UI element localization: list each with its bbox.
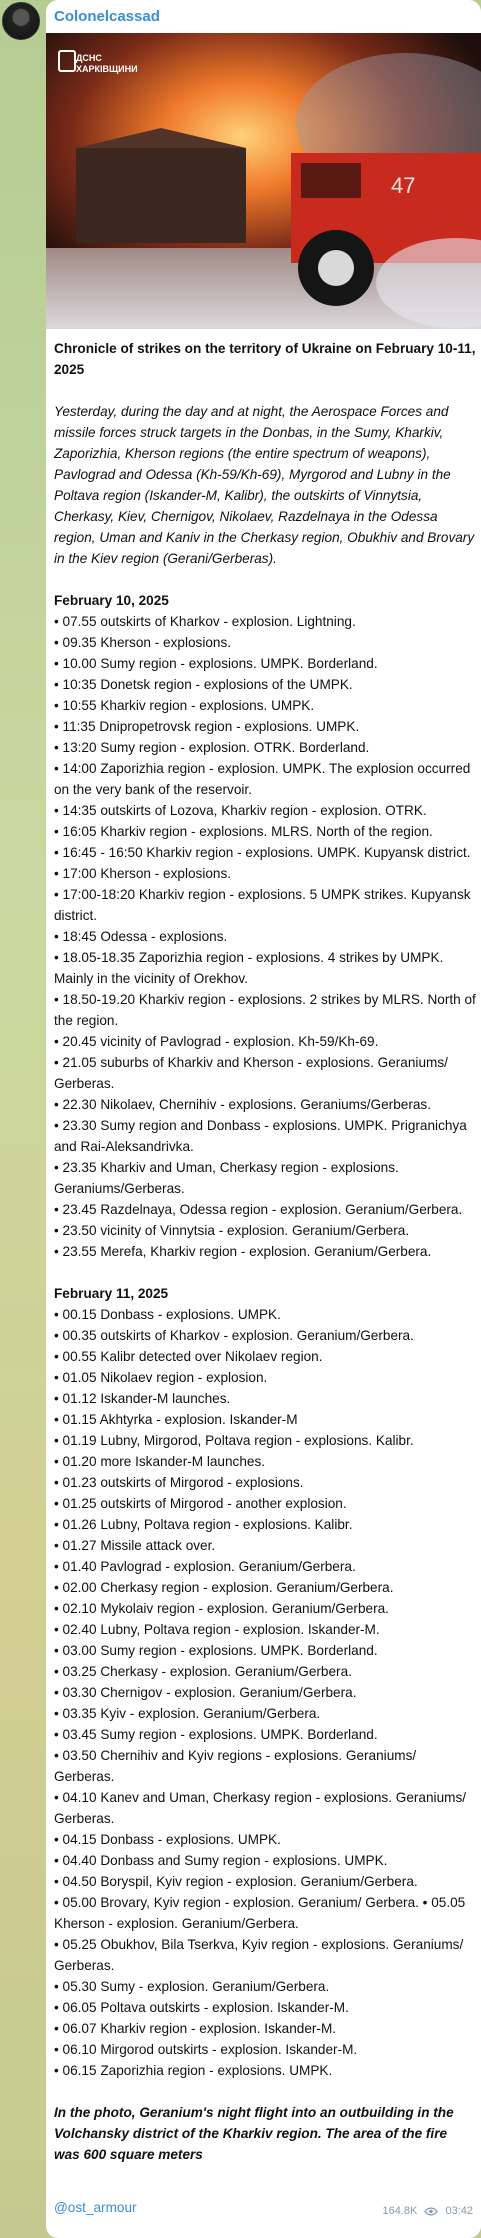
strike-entry: • 22.30 Nikolaev, Chernihiv - explosions. Geraniums/Gerberas. bbox=[54, 1097, 431, 1112]
strike-entry: • 23.50 vicinity of Vinnytsia - explosion. Geranium/Gerbera. bbox=[54, 1223, 410, 1238]
strike-entry: • 02.40 Lubny, Poltava region - explosion. Iskander-M. bbox=[54, 1622, 380, 1637]
watermark-line-2: ХАРКІВЩИНИ bbox=[76, 64, 138, 74]
view-count: 164.8K bbox=[382, 2205, 418, 2217]
strike-entry: • 01.15 Akhtyrka - explosion. Iskander-M bbox=[54, 1412, 298, 1427]
strike-entry: • 06.10 Mirgorod outskirts - explosion. Iskander-M. bbox=[54, 2042, 358, 2057]
post-title: Chronicle of strikes on the territory of Ukraine on February 10-11, 2025 bbox=[54, 341, 476, 377]
strike-entry: • 06.15 Zaporizhia region - explosions. UMPK. bbox=[54, 2063, 333, 2078]
strike-entry: • 05.25 Obukhov, Bila Tserkva, Kyiv region - explosions. Geraniums/ Gerberas. bbox=[54, 1937, 464, 1973]
strike-entry: • 06.07 Kharkiv region - explosion. Iskander-M. bbox=[54, 2021, 337, 2036]
strike-entry: • 06.05 Poltava outskirts - explosion. Iskander-M. bbox=[54, 2000, 349, 2015]
strike-entry: • 13:20 Sumy region - explosion. OTRK. Borderland. bbox=[54, 740, 370, 755]
strike-entry: • 23.45 Razdelnaya, Odessa region - explosion. Geranium/Gerbera. bbox=[54, 1202, 463, 1217]
day1-heading: February 10, 2025 bbox=[54, 593, 169, 608]
strike-entry: • 03.30 Chernigov - explosion. Geranium/Gerbera. bbox=[54, 1685, 357, 1700]
post-text bbox=[54, 338, 476, 2165]
strike-entry: • 01.05 Nikolaev region - explosion. bbox=[54, 1370, 268, 1385]
strike-entry: • 05.00 Brovary, Kyiv region - explosion. Geranium/ Gerbera. • 05.05 Kherson - explosion. Geranium/Gerbera. bbox=[54, 1895, 466, 1931]
strike-entry: • 16:45 - 16:50 Kharkiv region - explosions. UMPK. Kupyansk district. bbox=[54, 845, 471, 860]
strike-entry: • 09.35 Kherson - explosions. bbox=[54, 635, 232, 650]
post-outro: In the photo, Geranium's night flight into an outbuilding in the Volchansky district of the Kharkiv region. The area of the fire was 600 square meters bbox=[54, 2105, 454, 2162]
strike-entry: • 10:35 Donetsk region - explosions of the UMPK. bbox=[54, 677, 353, 692]
day2-list bbox=[54, 1304, 476, 2081]
message-time: 03:42 bbox=[445, 2205, 473, 2217]
strike-entry: • 03.25 Cherkasy - explosion. Geranium/Gerbera. bbox=[54, 1664, 352, 1679]
strike-entry: • 18.05-18.35 Zaporizhia region - explosions. 4 strikes by UMPK. Mainly in the vicinity of Orekhov. bbox=[54, 950, 444, 986]
strike-entry: • 02.00 Cherkasy region - explosion. Geranium/Gerbera. bbox=[54, 1580, 394, 1595]
strike-entry: • 17:00-18:20 Kharkiv region - explosions. 5 UMPK strikes. Kupyansk district. bbox=[54, 887, 471, 923]
strike-entry: • 01.23 outskirts of Mirgorod - explosions. bbox=[54, 1475, 304, 1490]
dsns-emblem-icon bbox=[58, 50, 76, 72]
strike-entry: • 00.15 Donbass - explosions. UMPK. bbox=[54, 1307, 281, 1322]
strike-entry: • 03.00 Sumy region - explosions. UMPK. Borderland. bbox=[54, 1643, 378, 1658]
day1-list bbox=[54, 611, 476, 1262]
strike-entry: • 21.05 suburbs of Kharkiv and Kherson - explosions. Geraniums/ Gerberas. bbox=[54, 1055, 448, 1091]
truck-number: 47 bbox=[391, 173, 416, 198]
strike-entry: • 04.15 Donbass - explosions. UMPK. bbox=[54, 1832, 281, 1847]
strike-entry: • 00.35 outskirts of Kharkov - explosion. Geranium/Gerbera. bbox=[54, 1328, 414, 1343]
strike-entry: • 01.27 Missile attack over. bbox=[54, 1538, 216, 1553]
strike-entry: • 10.00 Sumy region - explosions. UMPK. Borderland. bbox=[54, 656, 378, 671]
eye-icon bbox=[424, 2207, 438, 2216]
strike-entry: • 14:35 outskirts of Lozova, Kharkiv region - explosion. OTRK. bbox=[54, 803, 427, 818]
avatar[interactable] bbox=[2, 2, 40, 40]
strike-entry: • 23.30 Sumy region and Donbass - explosions. UMPK. Prigranichya and Rai-Aleksandrivka. bbox=[54, 1118, 467, 1154]
message-meta bbox=[382, 2205, 473, 2217]
strike-entry: • 02.10 Mykolaiv region - explosion. Geranium/Gerbera. bbox=[54, 1601, 389, 1616]
strike-entry: • 04.10 Kanev and Uman, Cherkasy region - explosions. Geraniums/ Gerberas. bbox=[54, 1790, 467, 1826]
strike-entry: • 00.55 Kalibr detected over Nikolaev region. bbox=[54, 1349, 323, 1364]
strike-entry: • 20.45 vicinity of Pavlograd - explosion. Kh-59/Kh-69. bbox=[54, 1034, 379, 1049]
strike-entry: • 01.26 Lubny, Poltava region - explosions. Kalibr. bbox=[54, 1517, 353, 1532]
strike-entry: • 01.12 Iskander-M launches. bbox=[54, 1391, 231, 1406]
strike-entry: • 11:35 Dnipropetrovsk region - explosions. UMPK. bbox=[54, 719, 360, 734]
strike-entry: • 18:45 Odessa - explosions. bbox=[54, 929, 228, 944]
strike-entry: • 07.55 outskirts of Kharkov - explosion. Lightning. bbox=[54, 614, 356, 629]
strike-entry: • 04.50 Boryspil, Kyiv region - explosion. Geranium/Gerbera. bbox=[54, 1874, 418, 1889]
strike-entry: • 01.19 Lubny, Mirgorod, Poltava region - explosions. Kalibr. bbox=[54, 1433, 414, 1448]
strike-entry: • 04.40 Donbass and Sumy region - explosions. UMPK. bbox=[54, 1853, 388, 1868]
strike-entry: • 05.30 Sumy - explosion. Geranium/Gerbera. bbox=[54, 1979, 330, 1994]
day2-heading: February 11, 2025 bbox=[54, 1286, 169, 1301]
strike-entry: • 14:00 Zaporizhia region - explosion. UMPK. The explosion occurred on the very bank of the reservoir. bbox=[54, 761, 471, 797]
watermark-line-1: ДСНС bbox=[76, 53, 102, 63]
strike-entry: • 17:00 Kherson - explosions. bbox=[54, 866, 232, 881]
strike-entry: • 03.35 Kyiv - explosion. Geranium/Gerbera. bbox=[54, 1706, 321, 1721]
strike-entry: • 23.55 Merefa, Kharkiv region - explosion. Geranium/Gerbera. bbox=[54, 1244, 432, 1259]
channel-tag-link[interactable]: @ost_armour bbox=[54, 2200, 137, 2215]
strike-entry: • 01.20 more Iskander-M launches. bbox=[54, 1454, 266, 1469]
strike-entry: • 01.40 Pavlograd - explosion. Geranium/Gerbera. bbox=[54, 1559, 356, 1574]
strike-entry: • 23.35 Kharkiv and Uman, Cherkasy region - explosions. Geraniums/Gerberas. bbox=[54, 1160, 399, 1196]
strike-entry: • 18.50-19.20 Kharkiv region - explosions. 2 strikes by MLRS. North of the region. bbox=[54, 992, 476, 1028]
strike-entry: • 01.25 outskirts of Mirgorod - another explosion. bbox=[54, 1496, 347, 1511]
strike-entry: • 03.45 Sumy region - explosions. UMPK. Borderland. bbox=[54, 1727, 378, 1742]
message-bubble bbox=[46, 0, 481, 2238]
fire-scene-image bbox=[46, 33, 481, 329]
channel-name[interactable]: Colonelcassad bbox=[54, 8, 160, 25]
post-photo[interactable] bbox=[46, 33, 481, 329]
post-intro: Yesterday, during the day and at night, the Aerospace Forces and missile forces struck targets in the Donbas, in the Sumy, Kharkiv, Zaporizhia, Kherson regions (the entire spectrum of weapons), Pavlograd and Odessa (Kh-59/Kh-69), Myrgorod and Lubny in the Poltava region (Iskander-M, Kalibr), the outskirts of Vinnytsia, Cherkasy, Kiev, Chernigov, Nikolaev, Razdelnaya in the Odessa region, Uman and Kaniv in the Cherkasy region, Obukhiv and Brovary in the Kiev region (Gerani/Gerberas). bbox=[54, 404, 475, 566]
strike-entry: • 03.50 Chernihiv and Kyiv regions - explosions. Geraniums/ Gerberas. bbox=[54, 1748, 417, 1784]
photo-watermark bbox=[76, 53, 138, 75]
strike-entry: • 10:55 Kharkiv region - explosions. UMPK. bbox=[54, 698, 315, 713]
strike-entry: • 16:05 Kharkiv region - explosions. MLRS. North of the region. bbox=[54, 824, 433, 839]
